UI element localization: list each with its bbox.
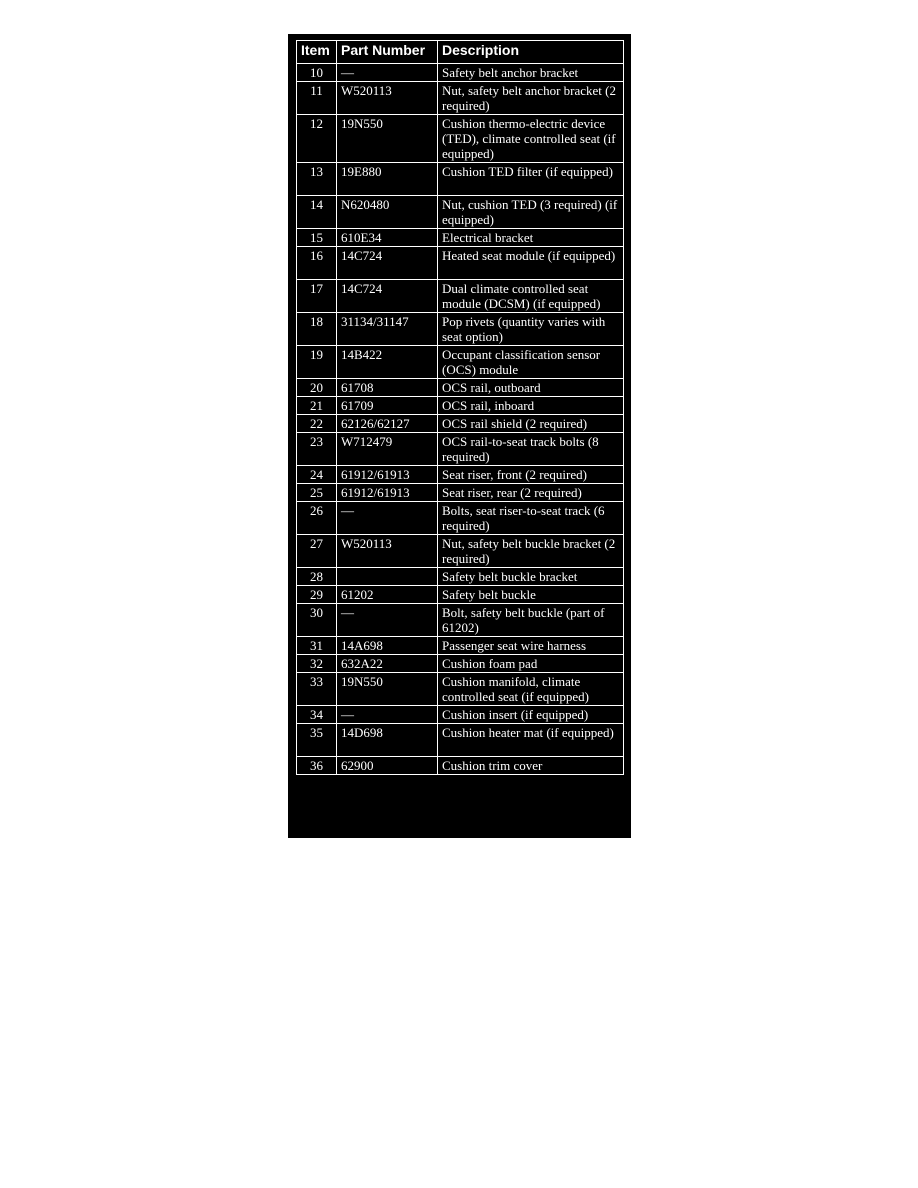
cell-description: Bolt, safety belt buckle (part of 61202) [438,604,624,637]
table-row [297,757,624,775]
table-row [297,484,624,502]
cell-description: Pop rivets (quantity varies with seat option) [438,313,624,346]
table-row [297,724,624,757]
cell-item: 22 [297,415,337,433]
cell-item: 11 [297,82,337,115]
cell-part-number: — [337,706,438,724]
cell-description: Nut, safety belt buckle bracket (2 required) [438,535,624,568]
cell-item: 14 [297,196,337,229]
cell-item: 17 [297,280,337,313]
parts-table-frame [288,34,631,838]
cell-part-number: — [337,604,438,637]
cell-part-number: 14A698 [337,637,438,655]
cell-description: Cushion trim cover [438,757,624,775]
table-row [297,637,624,655]
cell-description: OCS rail, inboard [438,397,624,415]
cell-description: Safety belt anchor bracket [438,64,624,82]
table-row [297,706,624,724]
cell-item: 26 [297,502,337,535]
cell-item: 20 [297,379,337,397]
table-row [297,163,624,196]
table-row [297,247,624,280]
cell-description: Passenger seat wire harness [438,637,624,655]
cell-description: Cushion TED filter (if equipped) [438,163,624,196]
table-row [297,379,624,397]
table-row [297,115,624,163]
cell-part-number: W520113 [337,535,438,568]
table-row [297,229,624,247]
header-description: Description [438,41,624,64]
cell-description: Electrical bracket [438,229,624,247]
cell-description: Safety belt buckle [438,586,624,604]
table-row [297,64,624,82]
table-body [297,64,624,775]
cell-item: 33 [297,673,337,706]
cell-item: 31 [297,637,337,655]
cell-part-number: N620480 [337,196,438,229]
cell-item: 34 [297,706,337,724]
cell-item: 19 [297,346,337,379]
table-row [297,673,624,706]
table-row [297,535,624,568]
parts-table [296,40,624,775]
cell-description: Nut, cushion TED (3 required) (if equipped) [438,196,624,229]
table-row [297,397,624,415]
header-part-number: Part Number [337,41,438,64]
cell-item: 16 [297,247,337,280]
cell-description: Cushion foam pad [438,655,624,673]
cell-item: 12 [297,115,337,163]
cell-item: 15 [297,229,337,247]
cell-item: 29 [297,586,337,604]
table-row [297,280,624,313]
table-row [297,604,624,637]
cell-part-number: — [337,502,438,535]
table-row [297,655,624,673]
table-row [297,82,624,115]
cell-part-number: 61912/61913 [337,484,438,502]
cell-description: Heated seat module (if equipped) [438,247,624,280]
table-row [297,502,624,535]
cell-part-number: 14C724 [337,280,438,313]
cell-part-number: 610E34 [337,229,438,247]
cell-part-number: W520113 [337,82,438,115]
cell-description: Cushion insert (if equipped) [438,706,624,724]
cell-item: 28 [297,568,337,586]
cell-description: Cushion heater mat (if equipped) [438,724,624,757]
cell-item: 18 [297,313,337,346]
cell-item: 10 [297,64,337,82]
table-header-row [297,41,624,64]
cell-item: 35 [297,724,337,757]
cell-part-number: 14C724 [337,247,438,280]
cell-description: Bolts, seat riser-to-seat track (6 required) [438,502,624,535]
table-row [297,415,624,433]
cell-part-number: W712479 [337,433,438,466]
cell-part-number: 61202 [337,586,438,604]
cell-part-number: 61709 [337,397,438,415]
cell-part-number: 62126/62127 [337,415,438,433]
cell-item: 30 [297,604,337,637]
table-row [297,313,624,346]
cell-part-number: 61912/61913 [337,466,438,484]
cell-item: 27 [297,535,337,568]
table-row [297,466,624,484]
cell-description: Cushion thermo-electric device (TED), climate controlled seat (if equipped) [438,115,624,163]
cell-item: 25 [297,484,337,502]
cell-description: OCS rail, outboard [438,379,624,397]
table-row [297,346,624,379]
table-row [297,586,624,604]
cell-part-number: 19N550 [337,115,438,163]
cell-part-number: 62900 [337,757,438,775]
cell-part-number: 14B422 [337,346,438,379]
cell-description: Seat riser, rear (2 required) [438,484,624,502]
cell-description: Nut, safety belt anchor bracket (2 required) [438,82,624,115]
cell-part-number: 19N550 [337,673,438,706]
cell-description: OCS rail-to-seat track bolts (8 required) [438,433,624,466]
cell-description: Seat riser, front (2 required) [438,466,624,484]
table-row [297,196,624,229]
cell-description: OCS rail shield (2 required) [438,415,624,433]
cell-item: 36 [297,757,337,775]
cell-part-number: — [337,64,438,82]
cell-part-number: 31134/31147 [337,313,438,346]
header-item: Item [297,41,337,64]
cell-part-number: 14D698 [337,724,438,757]
table-row [297,433,624,466]
cell-item: 24 [297,466,337,484]
cell-part-number: 19E880 [337,163,438,196]
cell-item: 13 [297,163,337,196]
table-row [297,568,624,586]
cell-part-number: 632A22 [337,655,438,673]
cell-description: Dual climate controlled seat module (DCSM) (if equipped) [438,280,624,313]
cell-item: 32 [297,655,337,673]
cell-description: Safety belt buckle bracket [438,568,624,586]
cell-part-number: 61708 [337,379,438,397]
cell-item: 21 [297,397,337,415]
cell-description: Occupant classification sensor (OCS) module [438,346,624,379]
cell-description: Cushion manifold, climate controlled seat (if equipped) [438,673,624,706]
cell-part-number [337,568,438,586]
cell-item: 23 [297,433,337,466]
